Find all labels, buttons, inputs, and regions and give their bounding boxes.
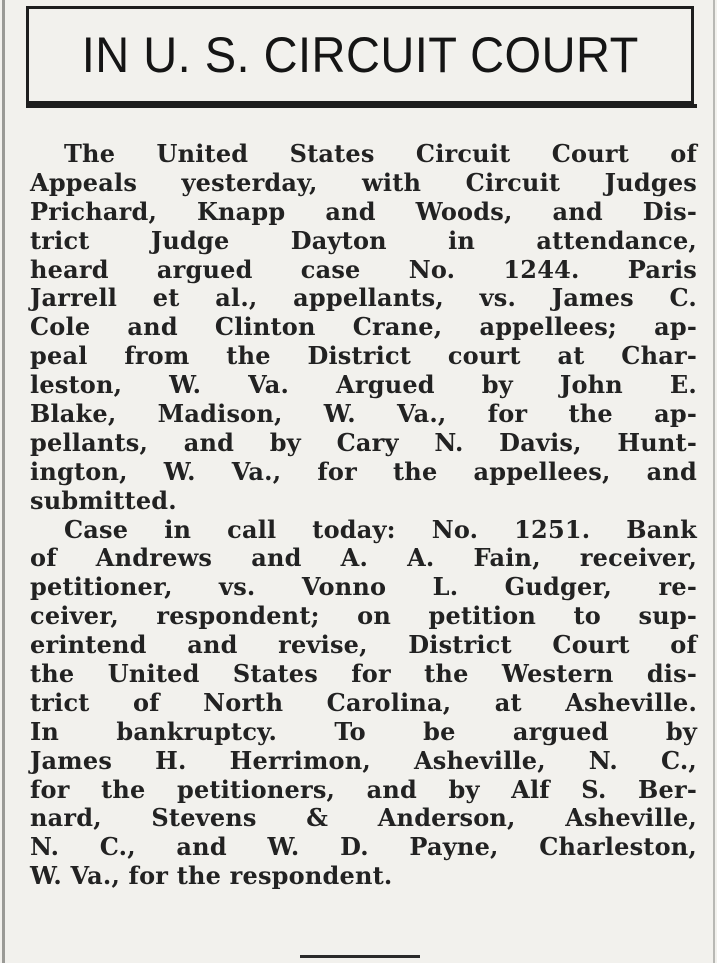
article-line: erintend and revise, District Court of	[30, 630, 697, 660]
column-rule-left	[2, 0, 5, 963]
article-line: for the petitioners, and by Alf S. Ber-	[30, 774, 697, 804]
article-line: heard argued case No. 1244. Paris	[30, 254, 697, 284]
article-line: W. Va., for the respondent.	[30, 861, 393, 891]
column-rule-right	[713, 0, 715, 963]
article-line: Case in call today: No. 1251. Bank	[64, 514, 697, 544]
article-line: nard, Stevens & Anderson, Asheville,	[30, 803, 697, 833]
article-line: trict of North Carolina, at Asheville.	[30, 687, 697, 717]
article-line: N. C., and W. D. Payne, Charleston,	[30, 832, 697, 862]
article-line: Jarrell et al., appellants, vs. James C.	[30, 283, 697, 313]
headline: IN U. S. CIRCUIT COURT	[81, 27, 639, 83]
article-line: ceiver, respondent; on petition to sup-	[30, 601, 697, 631]
article-line: The United States Circuit Court of	[64, 139, 697, 168]
article-line: Blake, Madison, W. Va., for the ap-	[30, 399, 697, 429]
article-line: pellants, and by Cary N. Davis, Hunt-	[30, 427, 697, 457]
article-line: Prichard, Knapp and Woods, and Dis-	[30, 196, 697, 226]
article-line: leston, W. Va. Argued by John E.	[30, 370, 697, 400]
article-line: Cole and Clinton Crane, appellees; ap-	[30, 312, 697, 342]
article-line: the United States for the Western dis-	[30, 659, 697, 689]
headline-box	[26, 6, 694, 104]
article-body	[30, 140, 697, 891]
column-end-rule	[300, 955, 420, 958]
article-line: In bankruptcy. To be argued by	[30, 716, 697, 746]
article-line: of Andrews and A. A. Fain, receiver,	[30, 543, 697, 573]
article-line: submitted.	[30, 485, 177, 515]
article-line: ington, W. Va., for the appellees, and	[30, 456, 697, 486]
article-line: Appeals yesterday, with Circuit Judges	[30, 167, 697, 197]
article-line: James H. Herrimon, Asheville, N. C.,	[30, 745, 697, 775]
article-line: trict Judge Dayton in attendance,	[30, 225, 697, 255]
article-line: petitioner, vs. Vonno L. Gudger, re-	[30, 572, 697, 602]
article-line: peal from the District court at Char-	[30, 341, 697, 371]
